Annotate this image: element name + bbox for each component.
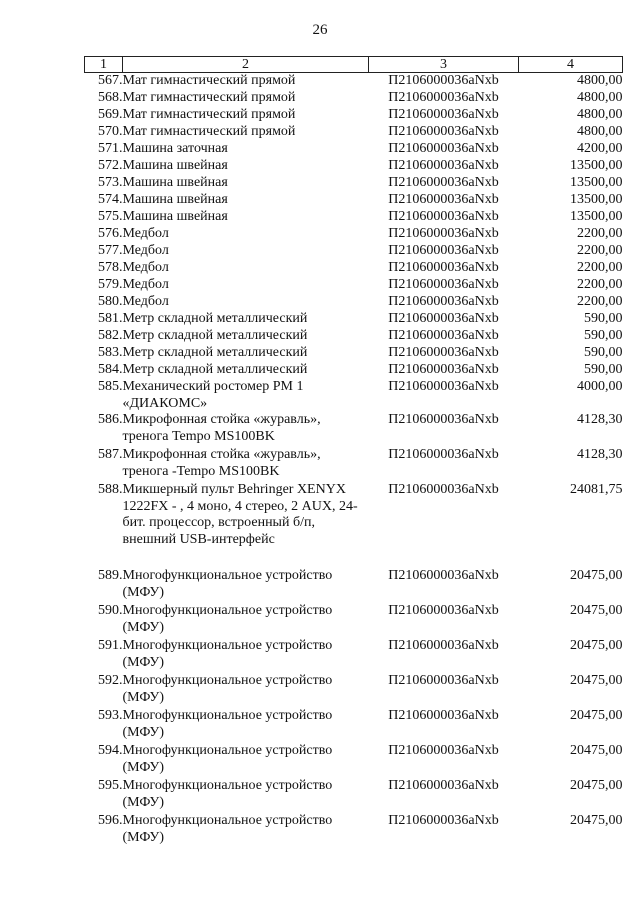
table-row: [85, 192, 623, 209]
item-name: Мат гимнастический прямой: [122, 73, 296, 88]
column-header-1: 1: [85, 57, 123, 73]
item-code: П2106000036aNxb: [388, 412, 499, 427]
column-header-2: 2: [123, 57, 369, 73]
row-number: 580.: [98, 294, 123, 309]
item-name: Мат гимнастический прямой: [122, 107, 296, 122]
item-code: П2106000036aNxb: [388, 124, 499, 139]
table-row: [85, 345, 623, 362]
table-row: [85, 260, 623, 277]
item-price: 20475,00: [570, 603, 623, 618]
item-price: 20475,00: [570, 778, 623, 793]
table-header-row: [85, 57, 623, 73]
item-name: Многофункциональное устройство (МФУ): [122, 638, 333, 670]
item-code: П2106000036aNxb: [388, 277, 499, 292]
table-row: [85, 175, 623, 192]
item-code: П2106000036aNxb: [388, 813, 499, 828]
row-number: 593.: [98, 708, 123, 723]
table-row: [85, 447, 623, 482]
item-code: П2106000036aNxb: [388, 158, 499, 173]
table-row: [85, 568, 623, 603]
item-price: 590,00: [584, 362, 623, 377]
item-price: 20475,00: [570, 743, 623, 758]
inventory-table: [84, 56, 623, 848]
item-code: П2106000036aNxb: [388, 743, 499, 758]
row-number: 585.: [98, 379, 123, 394]
item-code: П2106000036aNxb: [388, 226, 499, 241]
row-number: 594.: [98, 743, 123, 758]
item-name: Метр складной металлический: [122, 362, 308, 377]
table-row: [85, 294, 623, 311]
row-number: 571.: [98, 141, 123, 156]
table-row: [85, 603, 623, 638]
row-number: 596.: [98, 813, 123, 828]
table-row: [85, 209, 623, 226]
item-code: П2106000036aNxb: [388, 209, 499, 224]
item-code: П2106000036aNxb: [388, 311, 499, 326]
item-name: Многофункциональное устройство (МФУ): [122, 743, 333, 775]
item-code: П2106000036aNxb: [388, 141, 499, 156]
item-price: 24081,75: [570, 482, 623, 497]
item-name: Машина швейная: [122, 192, 228, 207]
item-price: 13500,00: [570, 192, 623, 207]
item-name: Многофункциональное устройство (МФУ): [122, 778, 333, 810]
row-number: 575.: [98, 209, 123, 224]
item-code: П2106000036aNxb: [388, 345, 499, 360]
column-header-3: 3: [369, 57, 519, 73]
item-price: 2200,00: [577, 243, 623, 258]
item-code: П2106000036aNxb: [388, 603, 499, 618]
row-number: 588.: [98, 482, 123, 497]
row-number: 572.: [98, 158, 123, 173]
table-row: [85, 124, 623, 141]
row-number: 589.: [98, 568, 123, 583]
item-name: Медбол: [122, 243, 169, 258]
row-number: 592.: [98, 673, 123, 688]
table-row: [85, 638, 623, 673]
row-number: 582.: [98, 328, 123, 343]
table-row: [85, 412, 623, 447]
item-price: 4800,00: [577, 107, 623, 122]
item-code: П2106000036aNxb: [388, 90, 499, 105]
item-price: 2200,00: [577, 226, 623, 241]
table-row: [85, 277, 623, 294]
item-price: 13500,00: [570, 175, 623, 190]
item-code: П2106000036aNxb: [388, 328, 499, 343]
item-name: Микрофонная стойка «журавль», тренога -Tempo MS100BK: [122, 447, 321, 479]
item-name: Многофункциональное устройство (МФУ): [122, 813, 333, 845]
item-price: 590,00: [584, 311, 623, 326]
row-number: 590.: [98, 603, 123, 618]
item-price: 4128,30: [577, 447, 623, 462]
item-price: 20475,00: [570, 708, 623, 723]
row-number: 587.: [98, 447, 123, 462]
item-price: 4800,00: [577, 90, 623, 105]
item-price: 590,00: [584, 345, 623, 360]
item-code: П2106000036aNxb: [388, 568, 499, 583]
item-name: Медбол: [122, 260, 169, 275]
row-number: 569.: [98, 107, 123, 122]
item-name: Микшерный пульт Behringer XENYX 1222FX - , 4 моно, 4 стерео, 2 AUX, 24-бит. процессор, встроенный б/п, внешний USB-интерфейс: [122, 482, 358, 547]
item-price: 4800,00: [577, 73, 623, 88]
item-price: 20475,00: [570, 568, 623, 583]
item-price: 4128,30: [577, 412, 623, 427]
item-price: 2200,00: [577, 277, 623, 292]
row-number: 595.: [98, 778, 123, 793]
item-name: Механический ростомер РМ 1 «ДИАКОМС»: [122, 379, 304, 411]
item-name: Медбол: [122, 277, 169, 292]
table-row: [85, 379, 623, 412]
item-name: Многофункциональное устройство (МФУ): [122, 673, 333, 705]
item-price: 2200,00: [577, 260, 623, 275]
row-number: 591.: [98, 638, 123, 653]
item-name: Машина заточная: [122, 141, 228, 156]
item-name: Мат гимнастический прямой: [122, 90, 296, 105]
item-code: П2106000036aNxb: [388, 175, 499, 190]
item-name: Мат гимнастический прямой: [122, 124, 296, 139]
item-name: Машина швейная: [122, 158, 228, 173]
table-row: [85, 673, 623, 708]
item-code: П2106000036aNxb: [388, 673, 499, 688]
item-code: П2106000036aNxb: [388, 260, 499, 275]
table-row: [85, 708, 623, 743]
item-name: Многофункциональное устройство (МФУ): [122, 603, 333, 635]
item-code: П2106000036aNxb: [388, 778, 499, 793]
row-number: 584.: [98, 362, 123, 377]
item-name: Медбол: [122, 294, 169, 309]
row-number: 570.: [98, 124, 123, 139]
item-name: Многофункциональное устройство (МФУ): [122, 568, 333, 600]
item-code: П2106000036aNxb: [388, 362, 499, 377]
item-price: 4200,00: [577, 141, 623, 156]
item-name: Микрофонная стойка «журавль», тренога Tempo MS100BK: [122, 412, 321, 444]
row-number: 574.: [98, 192, 123, 207]
table-row: [85, 743, 623, 778]
row-number: 583.: [98, 345, 123, 360]
table-row: [85, 158, 623, 175]
column-header-4: 4: [519, 57, 623, 73]
item-price: 13500,00: [570, 209, 623, 224]
row-number: 577.: [98, 243, 123, 258]
item-name: Машина швейная: [122, 175, 228, 190]
item-code: П2106000036aNxb: [388, 294, 499, 309]
page-number: 26: [312, 22, 328, 38]
item-name: Машина швейная: [122, 209, 228, 224]
row-number: 568.: [98, 90, 123, 105]
item-price: 20475,00: [570, 813, 623, 828]
item-code: П2106000036aNxb: [388, 638, 499, 653]
table-row: [85, 226, 623, 243]
table-row: [85, 243, 623, 260]
item-code: П2106000036aNxb: [388, 447, 499, 462]
table-row: [85, 328, 623, 345]
table-row: [85, 813, 623, 848]
row-number: 573.: [98, 175, 123, 190]
item-code: П2106000036aNxb: [388, 107, 499, 122]
row-number: 576.: [98, 226, 123, 241]
table-row: [85, 90, 623, 107]
table-row: [85, 141, 623, 158]
item-name: Медбол: [122, 226, 169, 241]
table-row: [85, 73, 623, 91]
table-body: [85, 73, 623, 849]
item-price: 4800,00: [577, 124, 623, 139]
item-code: П2106000036aNxb: [388, 192, 499, 207]
item-price: 13500,00: [570, 158, 623, 173]
row-number: 581.: [98, 311, 123, 326]
item-code: П2106000036aNxb: [388, 73, 499, 88]
item-price: 4000,00: [577, 379, 623, 394]
table-row: [85, 482, 623, 568]
item-code: П2106000036aNxb: [388, 243, 499, 258]
table-row: [85, 107, 623, 124]
item-name: Многофункциональное устройство (МФУ): [122, 708, 333, 740]
item-name: Метр складной металлический: [122, 328, 308, 343]
row-number: 579.: [98, 277, 123, 292]
row-number: 578.: [98, 260, 123, 275]
row-number: 567.: [98, 73, 123, 88]
item-code: П2106000036aNxb: [388, 708, 499, 723]
table-row: [85, 778, 623, 813]
item-name: Метр складной металлический: [122, 311, 308, 326]
item-price: 20475,00: [570, 638, 623, 653]
table-row: [85, 362, 623, 379]
item-code: П2106000036aNxb: [388, 482, 499, 497]
table-row: [85, 311, 623, 328]
item-price: 20475,00: [570, 673, 623, 688]
item-name: Метр складной металлический: [122, 345, 308, 360]
row-number: 586.: [98, 412, 123, 427]
item-price: 590,00: [584, 328, 623, 343]
item-code: П2106000036aNxb: [388, 379, 499, 394]
item-price: 2200,00: [577, 294, 623, 309]
